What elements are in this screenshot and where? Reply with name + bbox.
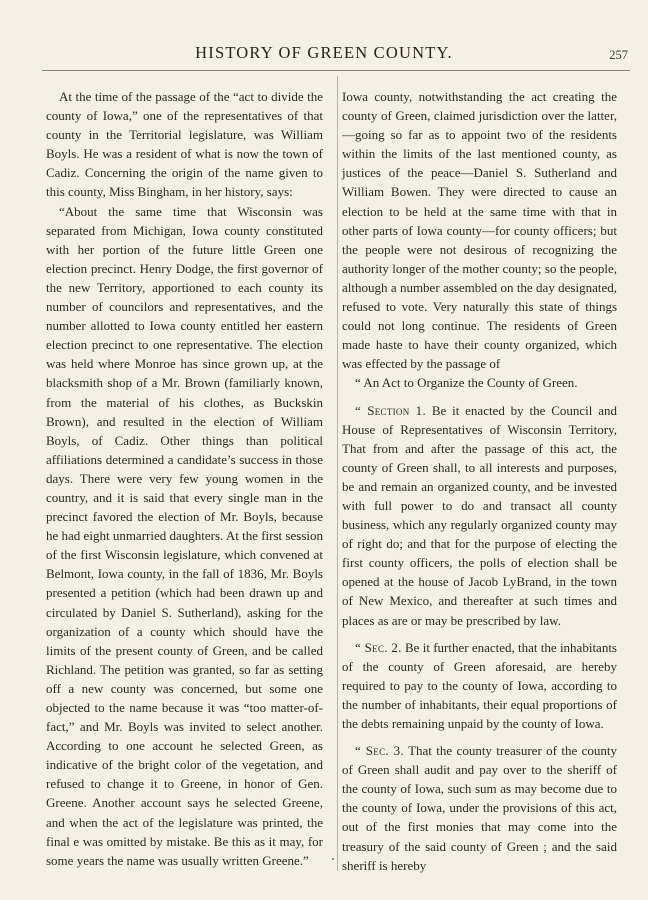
paragraph-boyls-intro: At the time of the passage of the “act to divide the county of Iowa,” one of the representatives of that county in the Territorial legislature, was William Boyls. He was a resident of what is now the town of Cadiz. Concerning the origin of the name given to this county, Miss Bingham, in her history, says: [46,89,323,200]
act-section-2 [342,638,617,733]
act-section-1 [342,401,617,630]
paper-speck [332,858,334,860]
act-section-3 [342,741,617,875]
section-2-text: Be it further enacted, that the inhabitants of the county of Green aforesaid, are hereby required to pay to the county of Iowa, according to the number of inhabitants, their equal proportions of the debts remaining unpaid by the county of Iowa. [342,639,617,731]
paragraph-iowa-jurisdiction: Iowa county, notwithstanding the act creating the county of Green, claimed jurisdiction over the latter,—going so far as to appoint two of the residents within the limits of the last mentioned county, as justices of the peace—Daniel S. Sutherland and William Bowen. They were directed to cause an election to be held at the same time with that in other parts of Iowa county—for county officers; but the people were not desirous of recognizing the authority longer of the mother county; so the people, although a number assembled on the day designated, refused to vote. Very naturally this state of things could not long continue. The residents of Green made haste to have their county organized, which was effected by the passage of [342,89,617,372]
section-1-label: “ Section 1. [355,402,427,418]
section-3-text: That the county treasurer of the county of Green shall audit and pay over to the sheriff of the county of Iowa, such sum as may become due to the county of Iowa, under the provisions of this act, out of the first monies that may come into the treasury of the said county of Green ; and the said sheriff is hereby [342,743,617,873]
paragraph-bingham-quote: “About the same time that Wisconsin was separated from Michigan, Iowa county constituted with her portion of the future little Green one election precinct. Henry Dodge, the first governor of the new Territory, apportioned to each county its number of councilors and representatives, and the number allotted to Iowa county entitled her eastern election precinct to one representative. The election was held where Monroe has since grown up, at the blacksmith shop of a Mr. Brown (familiarly known, from the material of his clothes, as Buckskin Brown), and resulted in the election of William Boyls, of Cadiz. Other things than political affiliations determined a candidate’s success in those days. There were very few young women in the country, and it is said that every single man in the precinct favored the election of Mr. Boyls, because he had eight unmarried daughters. At the first session of the first Wisconsin legislature, which convened at Belmont, Iowa county, in the fall of 1836, Mr. Boyls presented a petition (which had been drawn up and circulated by Daniel S. Sutherland), asking for the organization of a county which should have the limits of the present county of Green, and be called Richland. The petition was granted, so far as setting off a new county was concerned, but some one objected to the name because it was “too matter-of-fact,” and Mr. Boyls was invited to select another. According to one account he selected Green, as indicative of the bright color of the vegetation, and refused to change it to Greene, in honor of Gen. Greene. Another account says he selected Greene, and when the act of the legislature was printed, the final e was omitted by mistake. Be this as it may, for some years the name was usually written Greene.” [46,203,323,868]
left-column [46,87,323,870]
running-header-title: HISTORY OF GREEN COUNTY. [195,43,453,62]
act-title: “ An Act to Organize the County of Green. [355,375,578,391]
section-2-label: “ Sec. 2. [355,639,402,655]
column-divider [337,76,338,871]
section-1-text: Be it enacted by the Council and House of Representatives of Wisconsin Territory, That from and after the passage of this act, the county of Green shall, to all interests and purposes, be and remain an organized county, and be invested with full power to do and transact all county business, which any regularly organized county may of right do; and that for the purpose of electing the first county officers, the polls of election shall be opened at the house of Jacob LyBrand, in the town of New Mexico, and thereafter at such times and places as are or may be prescribed by law. [342,402,617,628]
page-number: 257 [609,48,628,62]
right-column [342,87,617,875]
section-3-label: “ Sec. 3. [355,743,404,759]
header-rule [42,70,630,71]
